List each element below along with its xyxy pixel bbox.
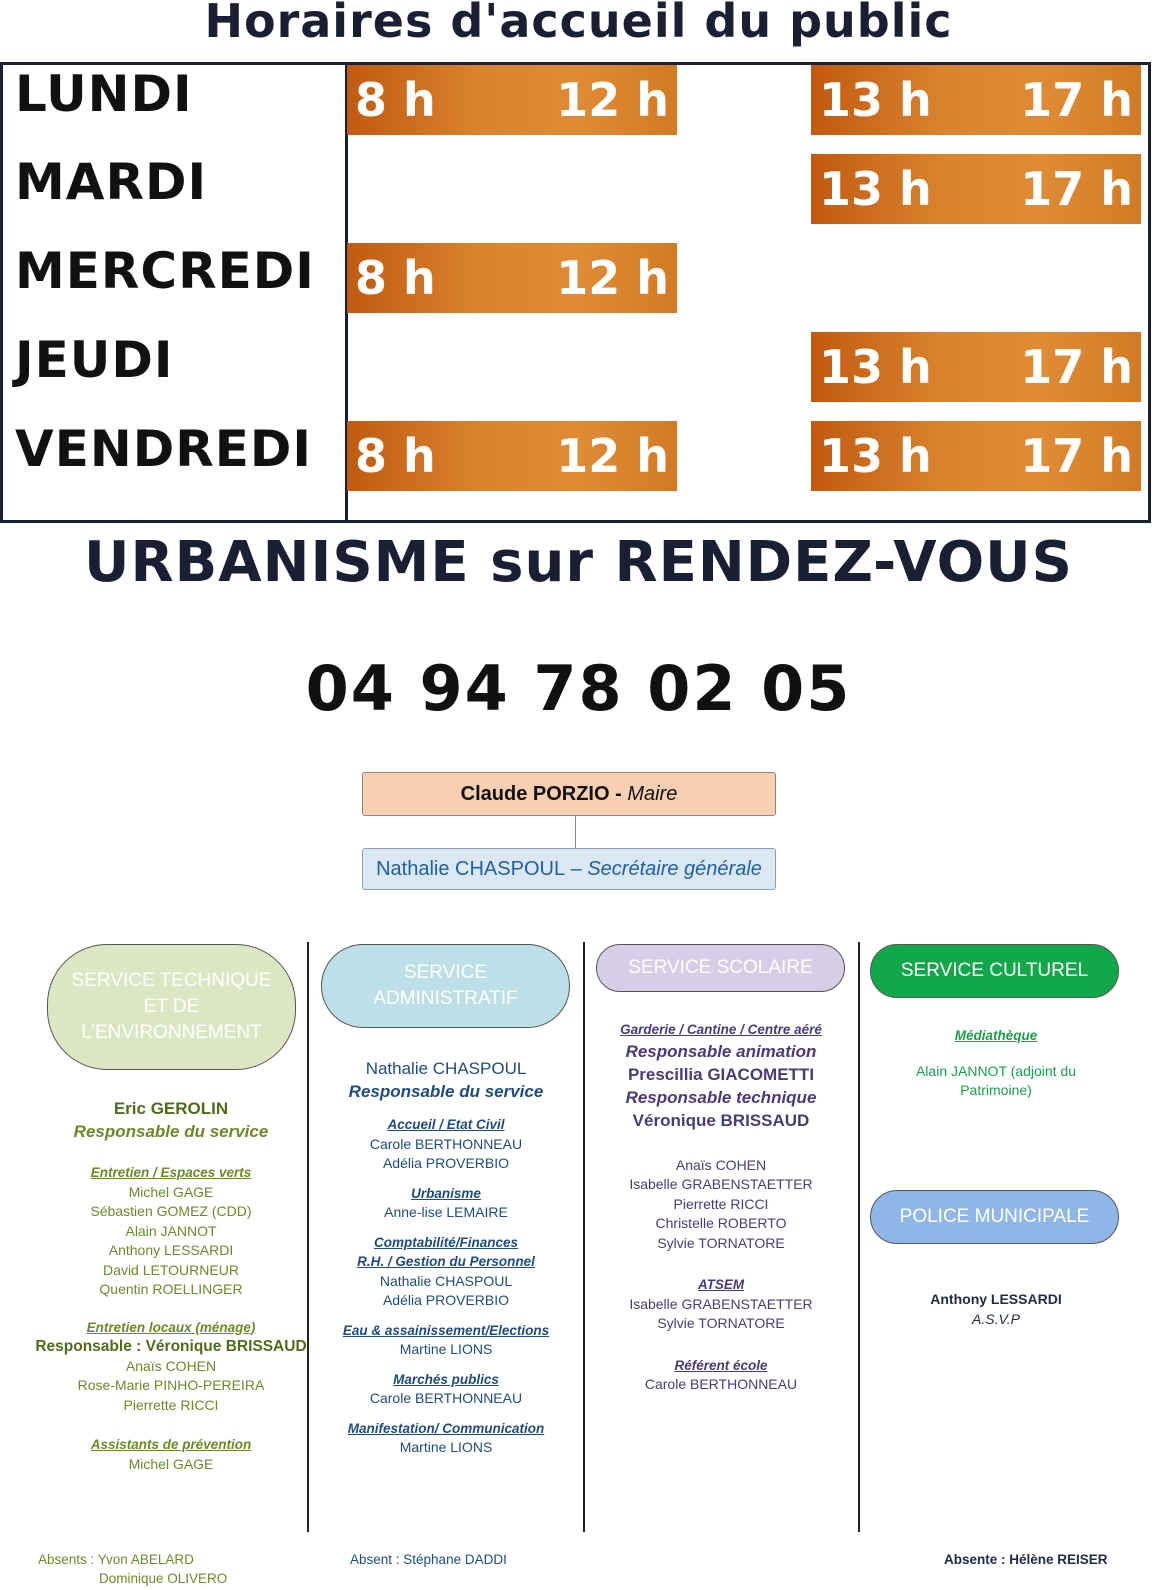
opening-time: 8 h — [355, 73, 436, 127]
service-title: SERVICE TECHNIQUE ET DE L’ENVIRONNEMENT — [71, 970, 272, 1043]
staff-member: Michel GAGE — [128, 1183, 214, 1200]
afternoon-hours-bar — [811, 65, 1141, 135]
service-lead-role: Responsable du service — [73, 1122, 269, 1141]
day-label: MARDI — [15, 153, 208, 211]
sg-separator: – — [565, 857, 588, 880]
staff-member: Anne-lise LEMAIRE — [384, 1204, 508, 1220]
mayor-separator: - — [609, 782, 628, 805]
day-label: MERCREDI — [15, 242, 315, 300]
afternoon-hours-bar — [811, 154, 1141, 224]
scolaire-column — [592, 1020, 850, 1395]
section-title: Entretien / Espaces verts — [90, 1165, 252, 1180]
schedule-table — [0, 62, 1151, 523]
afternoon-hours-bar — [811, 332, 1141, 402]
column-divider — [858, 942, 860, 1532]
closing-time: 17 h — [1020, 73, 1133, 127]
afternoon-hours-bar — [811, 421, 1141, 491]
staff-member: Sylvie TORNATORE — [657, 1234, 785, 1251]
section-title: Manifestation/ Communication — [347, 1420, 545, 1436]
staff-member: Anaïs COHEN — [125, 1357, 217, 1374]
opening-time: 13 h — [819, 73, 932, 127]
closing-time: 12 h — [556, 73, 669, 127]
closing-time: 17 h — [1020, 340, 1133, 394]
staff-member: Alain JANNOT (adjoint du Patrimoine) — [915, 1062, 1077, 1098]
staff-member: Anthony LESSARDI — [930, 1291, 1062, 1307]
service-title: POLICE MUNICIPALE — [899, 1206, 1090, 1227]
staff-member: Alain JANNOT — [125, 1222, 217, 1239]
absent-note: Absent : Stéphane DADDI — [350, 1552, 507, 1567]
staff-member: Carole BERTHONNEAU — [369, 1390, 523, 1406]
sg-name: Nathalie CHASPOUL — [376, 857, 566, 880]
staff-member: Nathalie CHASPOUL — [379, 1272, 513, 1289]
day-label: VENDREDI — [15, 420, 312, 478]
section-title: Accueil / Etat Civil — [387, 1117, 505, 1132]
staff-member: Sébastien GOMEZ (CDD) — [90, 1203, 252, 1219]
section-title: Eau & assainissement/Elections — [342, 1322, 550, 1338]
morning-hours-bar — [347, 65, 677, 135]
absents-note: Absents : Yvon ABELARD — [38, 1552, 194, 1567]
mayor-name: Claude PORZIO — [460, 782, 610, 805]
service-title: SERVICE ADMINISTRATIF — [373, 962, 518, 1009]
day-label: JEUDI — [15, 331, 174, 389]
staff-member: Anthony LESSARDI — [108, 1242, 234, 1258]
police-column — [880, 1290, 1112, 1329]
section-responsible: Responsable : Véronique BRISSAUD — [35, 1338, 307, 1355]
morning-hours-bar — [347, 243, 677, 313]
service-technique-pill — [47, 944, 296, 1070]
staff-member: Carole BERTHONNEAU — [644, 1376, 798, 1392]
staff-member: Pierrette RICCI — [123, 1396, 219, 1413]
mayor-title: Maire — [627, 782, 678, 805]
staff-member: David LETOURNEUR — [103, 1261, 239, 1278]
staff-member: Rose-Marie PINHO-PEREIRA — [77, 1377, 265, 1393]
opening-time: 8 h — [355, 251, 436, 305]
closing-time: 17 h — [1020, 162, 1133, 216]
staff-member: Martine LIONS — [399, 1439, 493, 1455]
secretary-general-box — [362, 848, 776, 890]
staff-member: Anaïs COHEN — [675, 1156, 767, 1173]
opening-time: 8 h — [355, 429, 436, 483]
staff-member: Isabelle GRABENSTAETTER — [629, 1295, 813, 1312]
responsible-name: Prescillia GIACOMETTI — [627, 1064, 815, 1084]
section-title: R.H. / Gestion du Personnel — [357, 1254, 535, 1269]
section-title: Assistants de prévention — [90, 1437, 252, 1452]
section-title: Entretien locaux (ménage) — [86, 1319, 256, 1335]
opening-time: 13 h — [819, 340, 932, 394]
service-scolaire-pill — [596, 944, 845, 992]
urbanisme-heading: URBANISME sur RENDEZ-VOUS — [84, 530, 1073, 595]
responsible-role: Responsable animation — [625, 1041, 817, 1061]
staff-member: Christelle ROBERTO — [655, 1215, 787, 1231]
service-lead: Eric GEROLIN — [113, 1099, 229, 1118]
service-lead: Nathalie CHASPOUL — [365, 1059, 527, 1078]
section-title: Urbanisme — [411, 1185, 481, 1201]
staff-member: Pierrette RICCI — [673, 1195, 769, 1212]
day-label: LUNDI — [15, 65, 193, 123]
section-title: ATSEM — [697, 1277, 745, 1292]
staff-role: A.S.V.P — [972, 1310, 1020, 1327]
absente-note: Absente : Hélène REISER — [944, 1552, 1108, 1567]
morning-hours-bar — [347, 421, 677, 491]
sg-title: Secrétaire générale — [587, 857, 762, 880]
staff-member: Isabelle GRABENSTAETTER — [629, 1176, 813, 1192]
administratif-column — [320, 1057, 572, 1458]
section-title: Garderie / Cantine / Centre aéré — [620, 1022, 822, 1037]
service-culturel-pill — [870, 944, 1119, 998]
staff-member: Quentin ROELLINGER — [99, 1281, 243, 1297]
closing-time: 17 h — [1020, 429, 1133, 483]
closing-time: 12 h — [556, 429, 669, 483]
connector-line — [575, 816, 576, 848]
staff-member: Carole BERTHONNEAU — [369, 1135, 523, 1152]
responsible-name: Véronique BRISSAUD — [632, 1110, 810, 1130]
absents-note: Dominique OLIVERO — [99, 1571, 228, 1586]
staff-member: Martine LIONS — [399, 1341, 493, 1357]
mayor-box — [362, 772, 776, 816]
technique-column — [20, 1097, 322, 1474]
staff-member: Adélia PROVERBIO — [382, 1292, 510, 1308]
section-title: Médiathèque — [954, 1028, 1038, 1043]
service-title: SERVICE SCOLAIRE — [628, 957, 813, 978]
staff-member: Sylvie TORNATORE — [657, 1315, 785, 1331]
section-title: Comptabilité/Finances — [373, 1234, 519, 1250]
responsible-role: Responsable technique — [625, 1087, 817, 1107]
closing-time: 12 h — [556, 251, 669, 305]
staff-member: Michel GAGE — [128, 1455, 214, 1472]
phone-number: 04 94 78 02 05 — [305, 652, 852, 725]
opening-time: 13 h — [819, 162, 932, 216]
staff-member: Adélia PROVERBIO — [382, 1155, 510, 1171]
service-title: SERVICE CULTUREL — [900, 960, 1089, 981]
column-divider — [583, 942, 585, 1532]
service-administratif-pill — [321, 944, 570, 1028]
page-title: Horaires d'accueil du public — [204, 0, 953, 48]
culturel-column — [880, 1026, 1112, 1101]
service-lead-role: Responsable du service — [348, 1082, 544, 1101]
day-column — [3, 65, 348, 520]
police-municipale-pill — [870, 1190, 1119, 1244]
section-title: Référent école — [674, 1357, 768, 1373]
opening-time: 13 h — [819, 429, 932, 483]
section-title: Marchés publics — [393, 1371, 499, 1387]
